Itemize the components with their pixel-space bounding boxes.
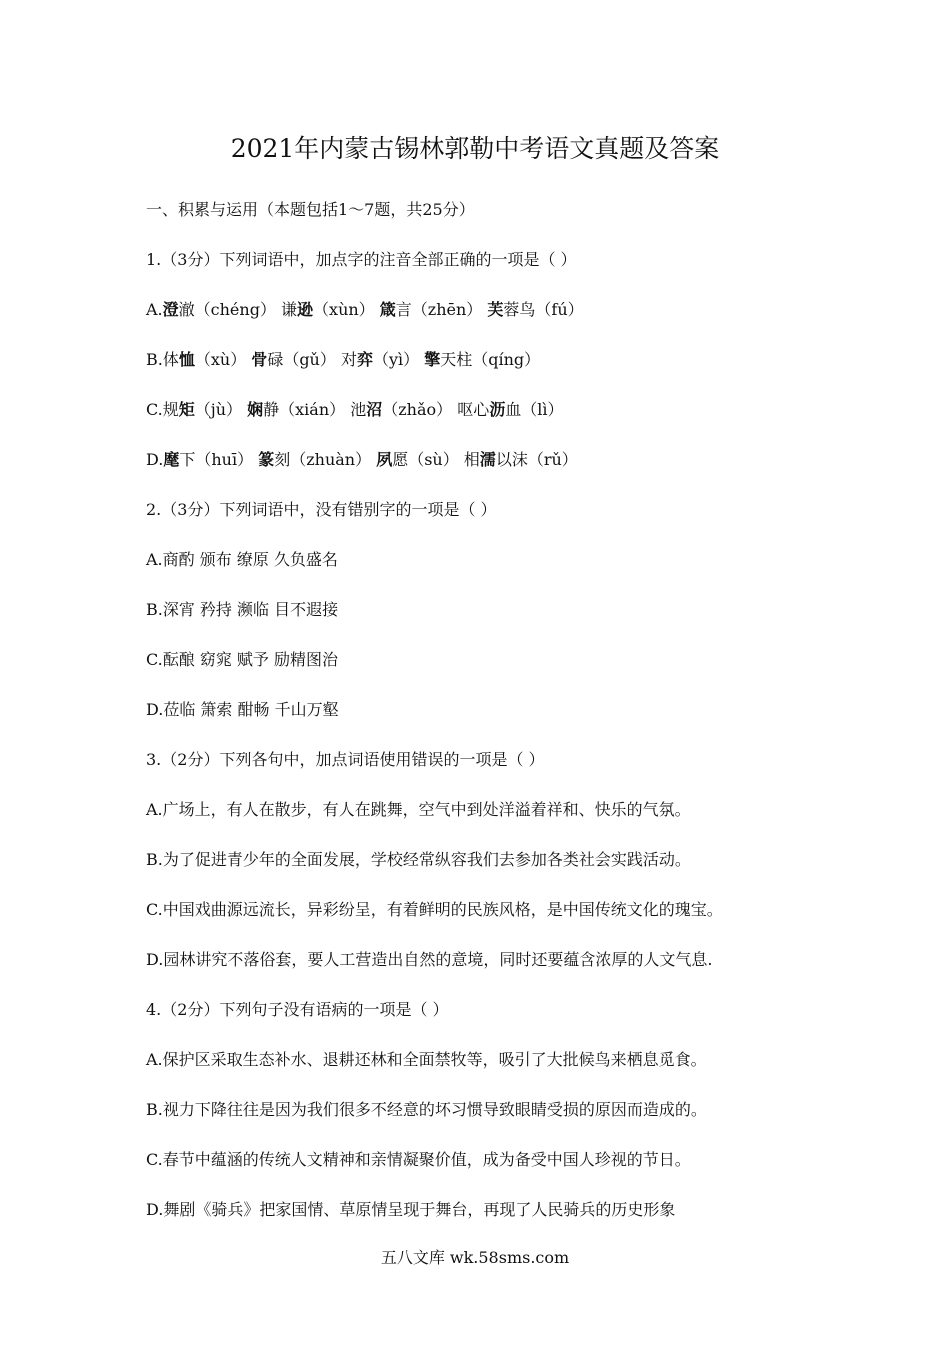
question-3-option-d: D.园林讲究不落俗套，要人工营造出自然的意境，同时还要蕴含浓厚的人文气息.: [146, 950, 713, 969]
page-footer: 五八文库 wk.58sms.com: [380, 1248, 570, 1267]
question-4-stem: 4.（2分）下列句子没有语病的一项是（ ）: [146, 1000, 449, 1019]
question-1-option-b: B.体恤（xù） 骨碌（gǔ） 对弈（yì） 擎天柱（qíng）: [146, 350, 541, 369]
question-2-option-b: B.深宵 矜持 濒临 目不遐接: [146, 600, 339, 619]
question-2-stem: 2.（3分）下列词语中，没有错别字的一项是（ ）: [146, 500, 497, 519]
document-title: 2021年内蒙古锡林郭勒中考语文真题及答案: [230, 134, 720, 163]
question-1-option-d: D.麾下（huī） 篆刻（zhuàn） 夙愿（sù） 相濡以沫（rǔ）: [146, 450, 578, 469]
question-2-option-d: D.莅临 箫索 酣畅 千山万壑: [146, 700, 339, 719]
question-1-stem: 1.（3分）下列词语中，加点字的注音全部正确的一项是（ ）: [146, 250, 577, 269]
question-3-stem: 3.（2分）下列各句中，加点词语使用错误的一项是（ ）: [146, 750, 545, 769]
question-1-option-c: C.规矩（jù） 娴静（xián） 池沼（zhǎo） 呕心沥血（lì）: [146, 400, 564, 419]
question-4-option-b: B.视力下降往往是因为我们很多不经意的坏习惯导致眼睛受损的原因而造成的。: [146, 1100, 707, 1119]
section-heading: 一、积累与运用（本题包括1～7题，共25分）: [146, 200, 475, 219]
question-4-option-d: D.舞剧《骑兵》把家国情、草原情呈现于舞台，再现了人民骑兵的历史形象: [146, 1200, 676, 1219]
question-3-option-b: B.为了促进青少年的全面发展，学校经常纵容我们去参加各类社会实践活动。: [146, 850, 691, 869]
question-1-option-a: A.澄澈（chéng） 谦逊（xùn） 箴言（zhēn） 芙蓉鸟（fú）: [146, 300, 584, 319]
question-3-option-c: C.中国戏曲源远流长，异彩纷呈，有着鲜明的民族风格，是中国传统文化的瑰宝。: [146, 900, 723, 919]
question-2-option-c: C.酝酿 窈窕 赋予 励精图治: [146, 650, 339, 669]
question-4-option-c: C.春节中蕴涵的传统人文精神和亲情凝聚价值，成为备受中国人珍视的节日。: [146, 1150, 691, 1169]
document-body: [146, 196, 786, 1246]
question-2-option-a: A.商酌 颁布 缭原 久负盛名: [146, 550, 338, 569]
question-3-option-a: A.广场上，有人在散步，有人在跳舞，空气中到处洋溢着祥和、快乐的气氛。: [146, 800, 691, 819]
question-4-option-a: A.保护区采取生态补水、退耕还林和全面禁牧等，吸引了大批候鸟来栖息觅食。: [146, 1050, 707, 1069]
